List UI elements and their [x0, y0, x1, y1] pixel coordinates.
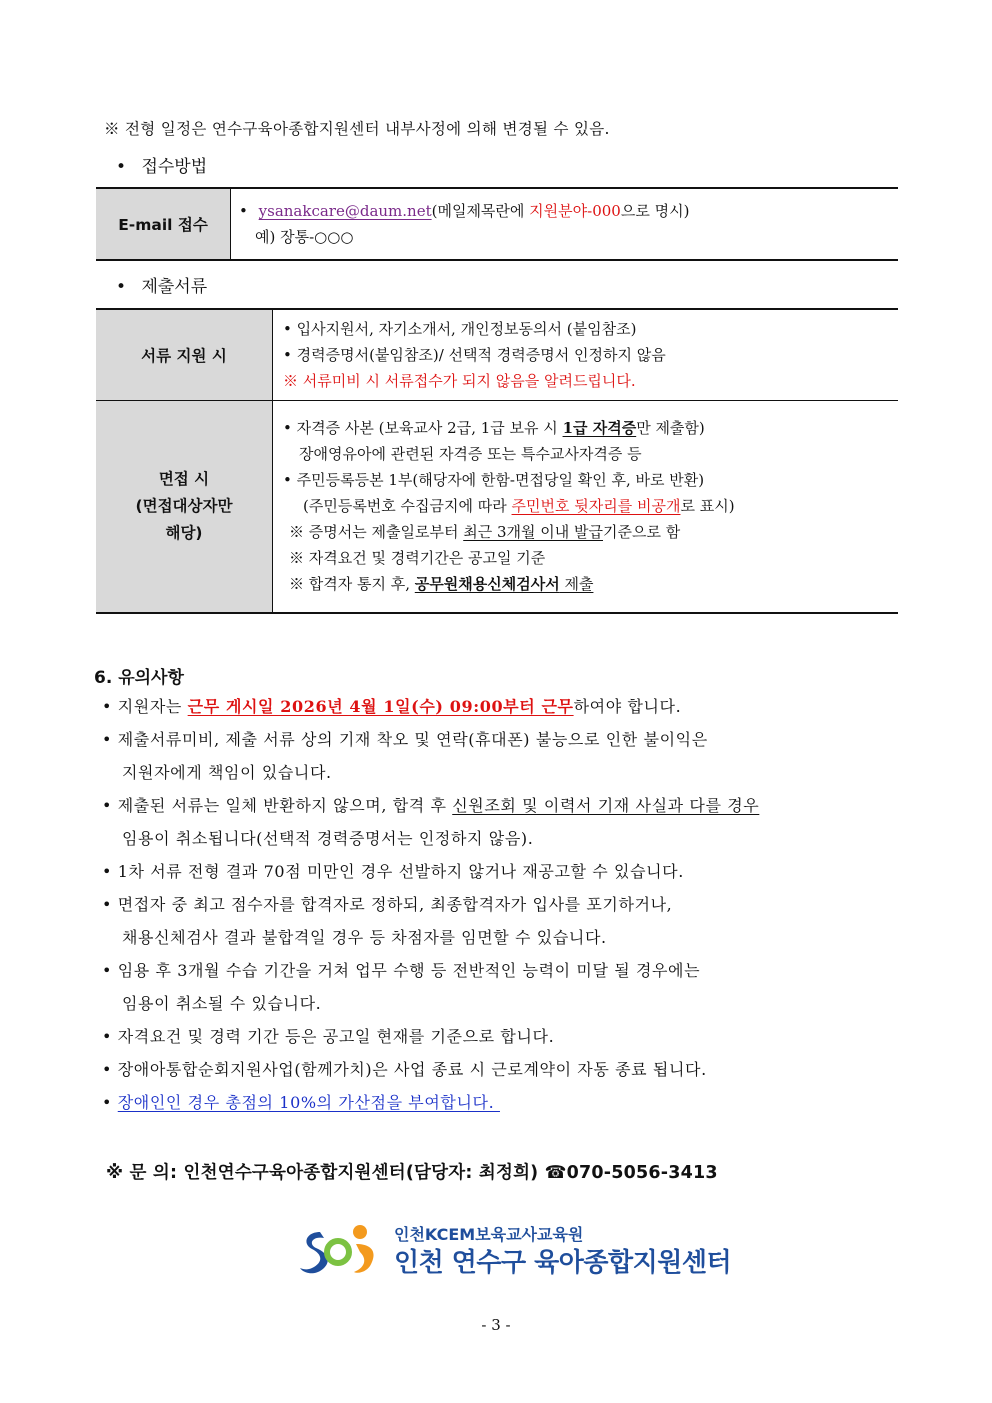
bullet: • — [102, 895, 113, 914]
note-continuation: 지원자에게 책임이 있습니다. — [122, 763, 332, 782]
text-segment: 만 제출함) — [636, 419, 705, 438]
note-item — [102, 1057, 707, 1080]
text-segment: 1차 서류 전형 결과 70점 미만인 경우 선발하지 않거나 재공고할 수 있습니다. — [117, 862, 684, 881]
text-segment: ※ 합격자 통지 후, — [289, 575, 415, 594]
page-number: - 3 - — [481, 1316, 511, 1334]
schedule-notice: ※ 전형 일정은 연수구육아종합지원센터 내부사정에 의해 변경될 수 있음. — [104, 120, 610, 138]
text-segment: 최근 3개월 이내 발급 — [463, 523, 603, 542]
apply-label: E-mail 접수 — [96, 188, 231, 260]
bullet: • — [102, 1027, 113, 1046]
note-item — [102, 892, 672, 915]
apply-text-red: 지원분야-000 — [529, 202, 621, 220]
note-item — [102, 1024, 554, 1047]
text-segment: 지원자는 — [117, 697, 188, 716]
text-segment: 장애아통합순회지원사업(함께가치)은 사업 종료 시 근로계약이 자동 종료 됩니다. — [117, 1060, 707, 1079]
text-segment: 기준으로 함 — [603, 523, 681, 542]
text-segment: • 자격증 사본 (보육교사 2급, 1급 보유 시 — [283, 419, 563, 438]
text-segment: 로 표시) — [680, 497, 735, 516]
logo-line2: 인천 연수구 육아종합지원센터 — [394, 1248, 732, 1278]
text-segment: 신원조회 및 이력서 기재 사실과 다를 경우 — [452, 796, 760, 815]
docs-row1-warning: ※ 서류미비 시 서류접수가 되지 않음을 알려드립니다. — [283, 371, 636, 390]
note-item — [102, 859, 684, 882]
section-apply-title: 접수방법 — [141, 157, 208, 177]
docs-row1-label: 서류 지원 시 — [96, 309, 273, 400]
docs-row2-line: ※ 자격요건 및 경력기간은 공고일 기준 — [289, 549, 546, 568]
logo-line1: 인천KCEM보육교사교육원 — [394, 1225, 584, 1244]
contact-phone: 070-5056-3413 — [566, 1163, 718, 1183]
note-item — [102, 727, 708, 750]
text-segment: 제출 — [559, 575, 594, 594]
docs-row2-line: • 주민등록등본 1부(해당자에 한함-면접당일 확인 후, 바로 반환) — [283, 471, 705, 490]
docs-row2-line: 장애영유아에 관련된 자격증 또는 특수교사자격증 등 — [299, 445, 642, 464]
apply-example: 예) 장통-○○○ — [255, 228, 354, 246]
text-segment: 주민번호 뒷자리를 비공개 — [511, 497, 681, 516]
docs-row2-label-line: (면접대상자만 — [135, 496, 233, 515]
text-segment: 면접자 중 최고 점수자를 합격자로 정하되, 최종합격자가 입사를 포기하거나, — [117, 895, 673, 914]
section6-title: 6. 유의사항 — [94, 668, 184, 688]
docs-table — [96, 308, 898, 614]
email-link[interactable]: ysanakcare@daum.net — [258, 202, 432, 220]
docs-row2-label-line: 면접 시 — [158, 469, 210, 488]
apply-content — [231, 188, 899, 260]
contact-text: ※ 문 의: 인천연수구육아종합지원센터(담당자: 최정희) — [106, 1163, 545, 1183]
note-item — [102, 958, 700, 981]
bullet: • — [116, 157, 127, 177]
bullet: • — [239, 202, 248, 220]
text-segment: 임용 후 3개월 수습 기간을 거쳐 업무 수행 등 전반적인 능력이 미달 될 경우에는 — [117, 961, 701, 980]
docs-row2-line — [283, 493, 897, 519]
note-continuation: 임용이 취소됩니다(선택적 경력증명서는 인정하지 않음). — [122, 829, 534, 848]
text-segment: 하여야 합니다. — [573, 697, 682, 716]
bullet: • — [102, 697, 113, 716]
note-continuation: 임용이 취소될 수 있습니다. — [122, 994, 322, 1013]
section-docs-heading — [116, 272, 207, 297]
bullet: • — [116, 277, 127, 297]
docs-row1-content — [273, 309, 899, 400]
text-segment: 1급 자격증 — [562, 419, 637, 438]
phone-icon: ☎ — [544, 1163, 567, 1183]
docs-row2-line — [283, 519, 897, 545]
bullet: • — [102, 1093, 113, 1112]
note-continuation: 채용신체검사 결과 불합격일 경우 등 차점자를 임면할 수 있습니다. — [122, 928, 607, 947]
bullet: • — [102, 730, 113, 749]
docs-row1-line: • 경력증명서(붙임참조)/ 선택적 경력증명서 인정하지 않음 — [283, 345, 666, 364]
text-segment: 제출된 서류는 일체 반환하지 않으며, 합격 후 — [117, 796, 453, 815]
bullet: • — [102, 796, 113, 815]
text-segment: ※ 증명서는 제출일로부터 — [289, 523, 464, 542]
docs-row2-label-line: 해당) — [165, 523, 203, 542]
apply-text-b: 으로 명시) — [620, 202, 690, 220]
docs-row1-line: • 입사지원서, 자기소개서, 개인정보동의서 (붙임참조) — [283, 319, 637, 338]
bullet: • — [102, 1060, 113, 1079]
docs-row2-label — [96, 400, 273, 613]
text-segment: 장애인인 경우 총점의 10%의 가산점을 부여합니다. — [117, 1093, 500, 1112]
section-docs-title: 제출서류 — [141, 277, 208, 297]
section-apply-heading — [116, 152, 207, 177]
bullet: • — [102, 862, 113, 881]
docs-row2-content — [273, 400, 899, 613]
docs-row2-line — [283, 571, 897, 597]
note-item — [102, 694, 681, 717]
text-segment: 제출서류미비, 제출 서류 상의 기재 착오 및 연락(휴대폰) 불능으로 인한 불이익은 — [117, 730, 708, 749]
apply-text-a: (메일제목란에 — [431, 202, 530, 220]
note-item — [102, 1090, 500, 1113]
text-segment: (주민등록번호 수집금지에 따라 — [303, 497, 512, 516]
note-item — [102, 793, 759, 816]
logo-mark-icon — [298, 1222, 388, 1280]
text-segment: 근무 게시일 2026년 4월 1일(수) 09:00부터 근무 — [187, 697, 574, 716]
contact-line — [106, 1159, 718, 1184]
center-logo — [298, 1222, 732, 1282]
apply-table — [96, 187, 898, 261]
docs-row2-line — [283, 415, 897, 441]
bullet: • — [102, 961, 113, 980]
text-segment: 공무원채용신체검사서 — [414, 575, 560, 594]
text-segment: 자격요건 및 경력 기간 등은 공고일 현재를 기준으로 합니다. — [117, 1027, 555, 1046]
